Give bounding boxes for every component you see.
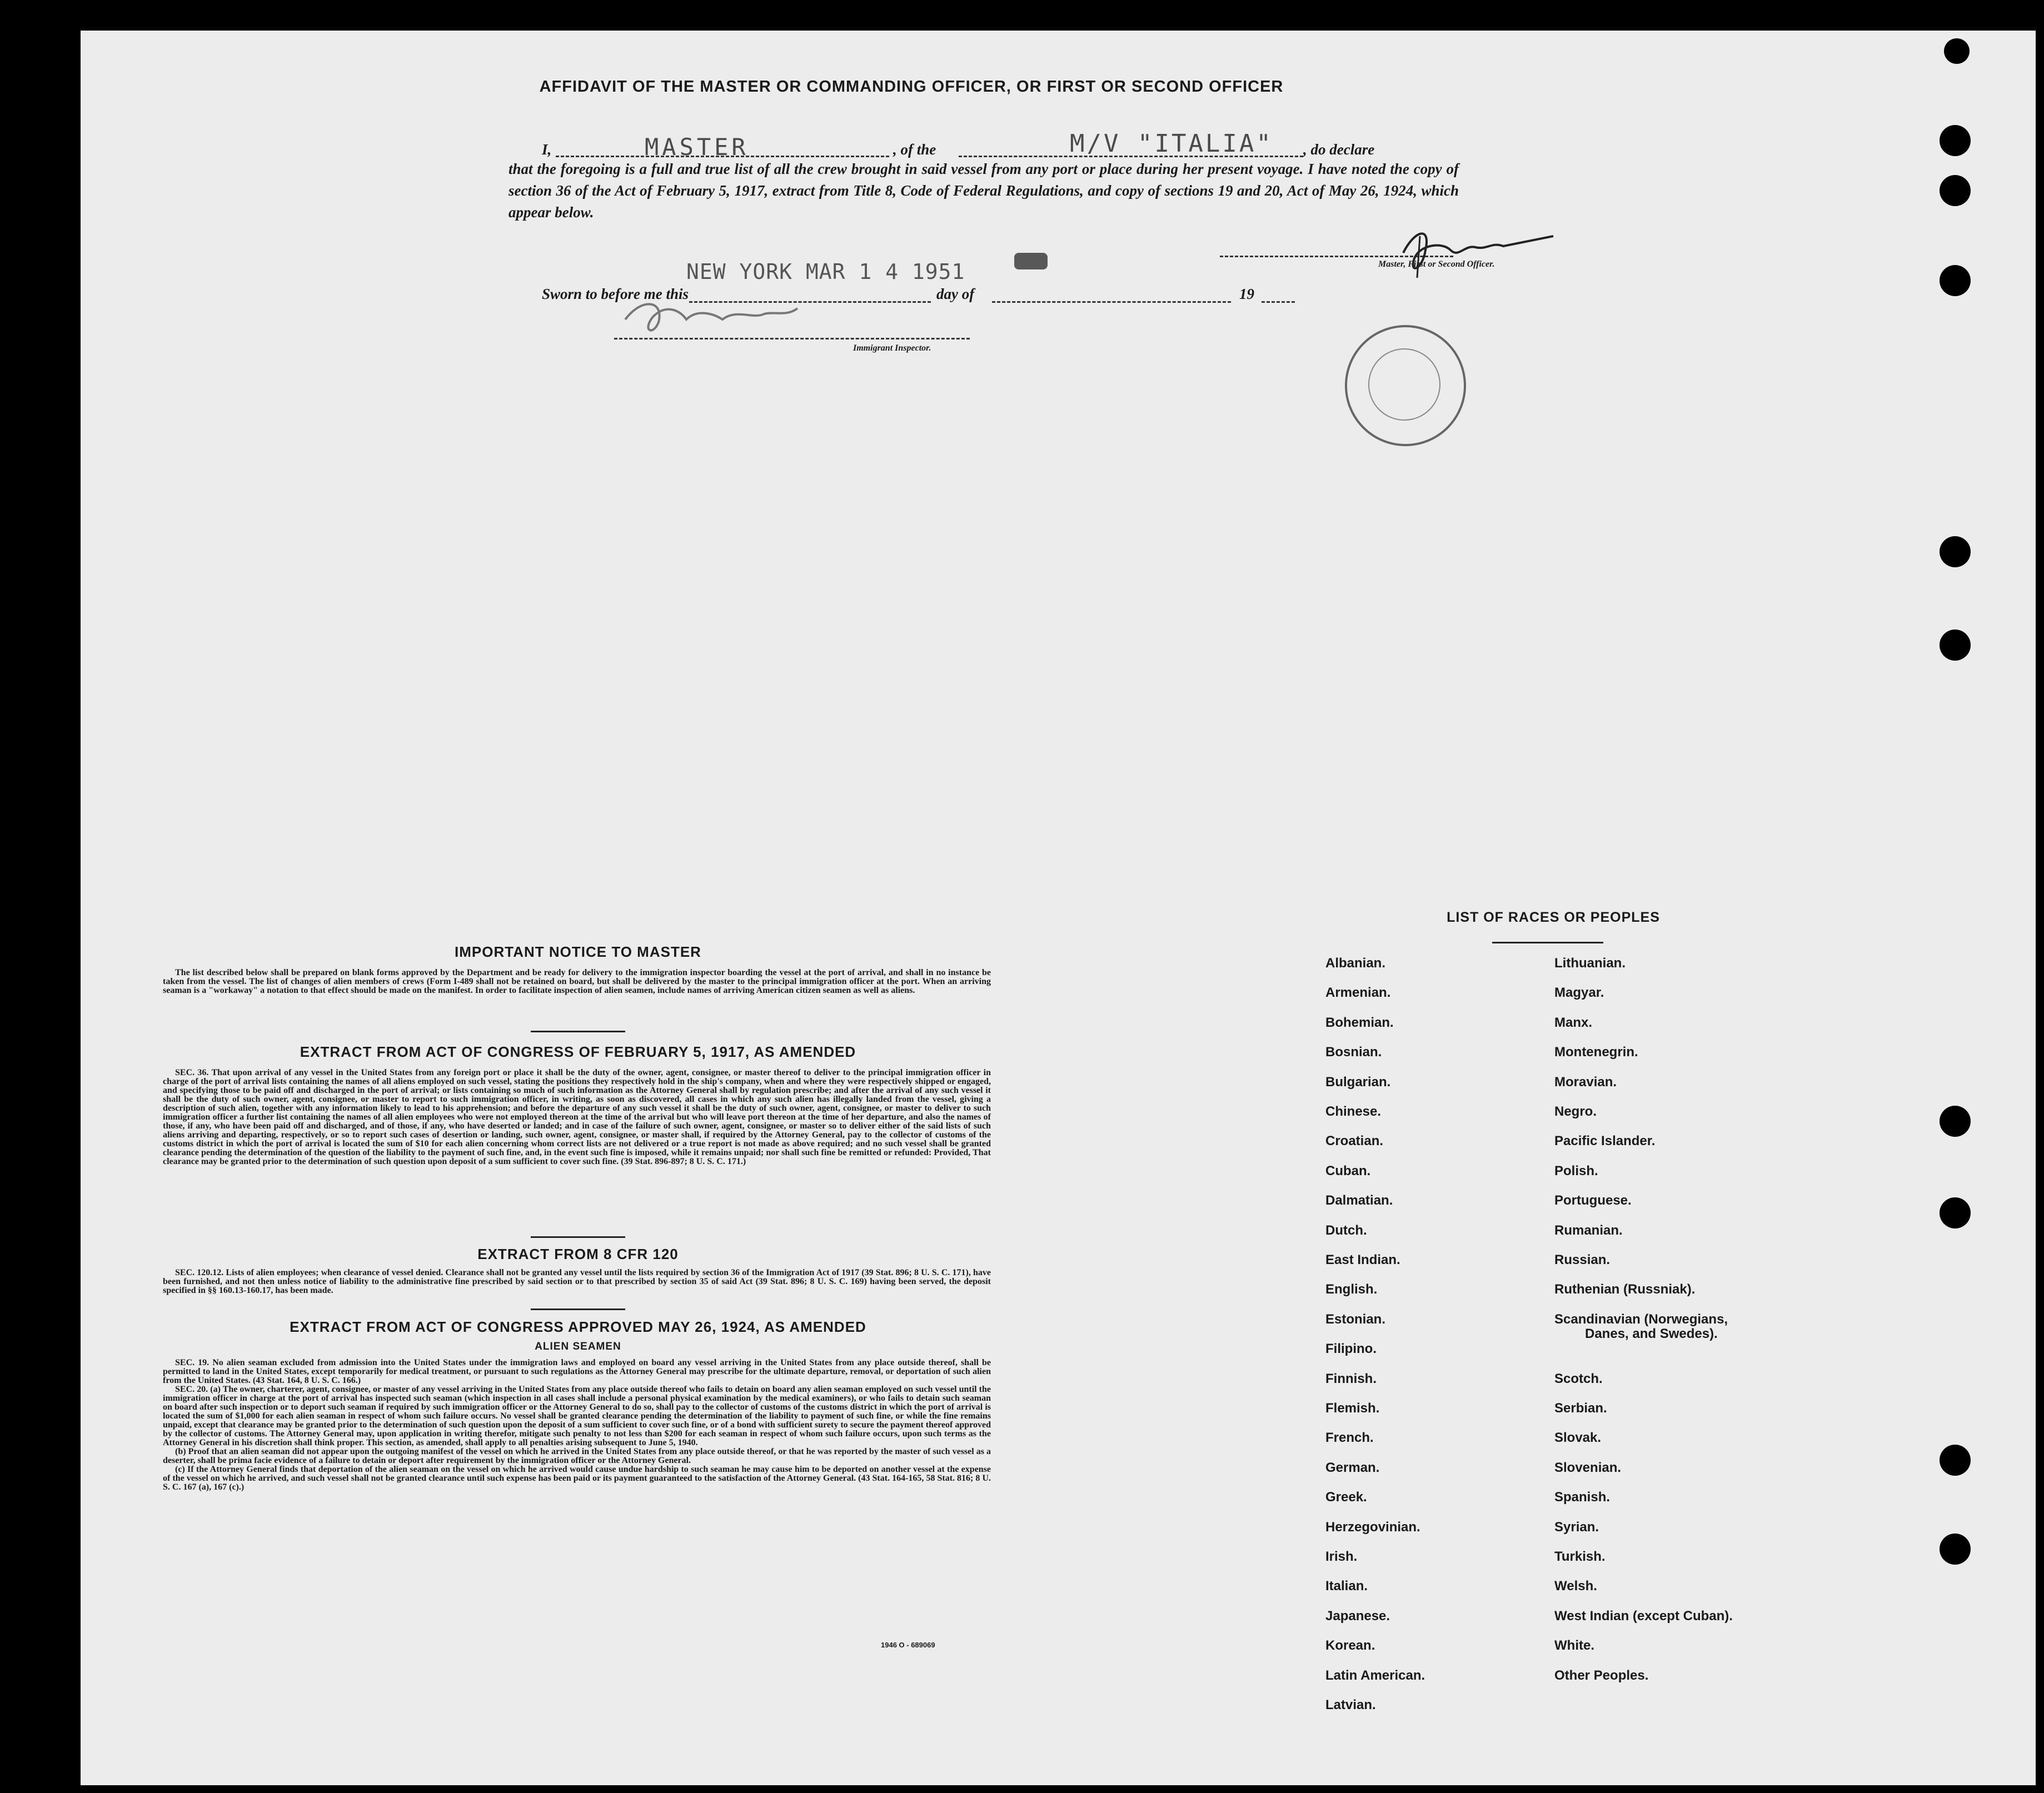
race-item: Korean. [1325,1638,1375,1653]
year-label: 19 [1239,286,1254,302]
race-item: Herzegovinian. [1325,1520,1420,1535]
race-item: Turkish. [1554,1549,1606,1564]
extract-1924-sec20a: SEC. 20. (a) The owner, charterer, agent, consignee, or master of any vessel arriving in the United States from any place outside thereof who fails to detain on board any alien seaman employed on such vessel until the immigration officer in charge at the port of arrival has inspected such seaman (which inspection in all cases shall include a personal physical examination by the medical examiners), or who fails to detain such seaman on board after such inspection or to deport such seaman if required by such immigration officer or the Attorney General to do so, shall pay to the collector of customs of the customs district in which the port of arrival is located the sum of $1,000 for each alien seaman in respect of whom such failure occurs. No vessel shall be granted clearance pending the determination of the liability to payment of such fine, or while the fine remains unpaid, except that clearance may be granted prior to the determination of such question upon the deposit of a sum sufficient to cover such fine, or of a bond with sufficient surety to secure the payment thereof approved by the collector of customs. The Attorney General may, upon application in writing therefor, mitigate such penalty to not less than $200 for each seaman in respect of whom such failure occurs, upon such terms as the Attorney General in his discretion shall think proper. This section, as amended, shall apply to all penalties arising subsequent to June 5, 1940. [163,1385,991,1447]
binder-hole [1940,265,1971,296]
binder-hole [1940,1534,1971,1565]
race-item: Serbian. [1554,1401,1607,1416]
date-stamp: NEW YORK MAR 1 4 1951 [686,259,965,284]
race-item: Syrian. [1554,1520,1599,1535]
race-item: Magyar. [1554,985,1604,1000]
race-item: Slovenian. [1554,1460,1622,1475]
extract-1924-title: EXTRACT FROM ACT OF CONGRESS APPROVED MAY 26, 1924, AS AMENDED [290,1318,866,1335]
day-of-label: day of [936,286,975,302]
notice-divider [531,1031,625,1032]
race-item: Scotch. [1554,1371,1603,1386]
race-item: Pacific Islander. [1554,1133,1656,1148]
race-item: Italian. [1325,1579,1368,1594]
stamp-smudge [1014,253,1048,269]
extract-cfr-body [163,1268,991,1295]
do-declare-label: , do declare [1303,141,1375,158]
race-item: Armenian. [1325,985,1391,1000]
race-item: Spanish. [1554,1490,1611,1505]
extract-cfr-title: EXTRACT FROM 8 CFR 120 [477,1246,679,1262]
declaration-body: that the foregoing is a full and true list of all the crew brought in said vessel from any port or place during her present voyage. I have noted the copy of section 36 of the Act of February 5, 1917, extract from Title 8, Code of Federal Regulations, and copy of sections 19 and 20, Act of May 26, 1924, which appear below. [508,161,1459,221]
race-item: Croatian. [1325,1133,1384,1148]
race-item: German. [1325,1460,1380,1475]
printer-code: 1946 O - 689069 [881,1641,935,1649]
form-page [81,31,2036,1785]
race-item: West Indian (except Cuban). [1554,1609,1733,1624]
signer-label: Master, First or Second Officer. [1378,259,1495,269]
race-item: Cuban. [1325,1163,1371,1178]
name-handwritten: MASTER [645,133,749,161]
race-item: Albanian. [1325,956,1386,971]
extract-1924-subtitle: ALIEN SEAMEN [535,1341,621,1352]
race-item: Polish. [1554,1163,1598,1178]
inspector-signature [620,292,803,342]
race-item: Negro. [1554,1104,1597,1119]
race-item: Other Peoples. [1554,1668,1649,1683]
race-item: Lithuanian. [1554,956,1626,971]
race-item: French. [1325,1430,1374,1445]
race-item: Chinese. [1325,1104,1382,1119]
race-item: Latin American. [1325,1668,1425,1683]
binder-hole [1940,1445,1971,1476]
race-item: Japanese. [1325,1609,1390,1624]
race-item: Greek. [1325,1490,1367,1505]
race-item: Dutch. [1325,1223,1367,1238]
inspector-line [614,338,970,339]
race-item: Dalmatian. [1325,1193,1393,1208]
year-line [1262,301,1295,303]
race-item: White. [1554,1638,1594,1653]
race-item: Manx. [1554,1015,1593,1030]
declare-i-label: I, [542,141,552,158]
inspector-label: Immigrant Inspector. [853,343,931,353]
race-item: Finnish. [1325,1371,1377,1386]
race-item: Latvian. [1325,1697,1376,1712]
race-item: Montenegrin. [1554,1045,1638,1060]
extract-1917-body [163,1068,991,1166]
vessel-handwritten: M/V "ITALIA" [1070,129,1273,158]
race-item: Bohemian. [1325,1015,1394,1030]
binder-hole [1940,175,1971,206]
race-item: Moravian. [1554,1075,1617,1090]
binder-hole [1940,630,1971,661]
race-item: English. [1325,1282,1378,1297]
of-the-label: , of the [893,141,936,158]
race-item: East Indian. [1325,1252,1400,1267]
race-item: Rumanian. [1554,1223,1623,1238]
race-item: Flemish. [1325,1401,1380,1416]
notice-body [163,968,991,995]
binder-hole [1944,38,1970,64]
race-item: Danes, and Swedes). [1585,1326,1718,1341]
race-item: Ruthenian (Russniak). [1554,1282,1696,1297]
binder-hole [1940,1197,1971,1228]
notice-text: The list described below shall be prepared on blank forms approved by the Department and be ready for delivery to the immigration inspector boarding the vessel at the port of arrival, and shall in no instance be taken from the vessel. The list of changes of alien members of crews (Form I-489 shall not be retained on board, but shall be delivered by the master to the principal immigration officer at the port. When an arriving seaman is a "workaway" a notation to that effect should be made on the manifest. In order to facilitate inspection of alien seamen, include names of arriving American citizen seamen as well as aliens. [163,968,991,995]
races-title: LIST OF RACES OR PEOPLES [1447,910,1660,925]
race-item: Bosnian. [1325,1045,1382,1060]
extract-cfr-divider [531,1308,625,1310]
race-item: Portuguese. [1554,1193,1632,1208]
extract-1917-text: SEC. 36. That upon arrival of any vessel in the United States from any foreign port or place it shall be the duty of the owner, agent, consignee, or master thereof to deliver to the principal immigration officer in charge of the port of arrival lists containing the names of all aliens employed on such vessel, stating the positions they respectively hold in the ship's company, when and where they were respectively shipped or engaged, and specifying those to be paid off and discharged in the port of arrival; or lists containing so much of such information as the Attorney General shall by regulation prescribe; and after the arrival of any such vessel it shall be the duty of such owner, agent, consignee, or master to report to such immigration officer, in writing, as soon as discovered, all cases in which any such alien has illegally landed from the vessel, giving a description of such alien, together with any information likely to lead to his apprehension; and before the departure of any such vessel it shall be the duty of such owner, agent, consignee, or master to deliver to such immigration officer a further list containing the names of all alien employees who were not employed thereon at the time of the arrival but who will leave port thereon at the time of her departure, and also the names of those, if any, who have been paid off and discharged, and of those, if any, who have deserted or landed; and in case of the failure of such owner, agent, consignee, or master so to deliver either of the said lists of such aliens arriving and departing, respectively, or so to report such cases of desertion or landing, such owner, agent, consignee, or master shall, if required by the Attorney General, pay to the collector of customs of the customs district in which the port of arrival is located the sum of $10 for each alien concerning whom correct lists are not delivered or a true report is not made as above required; and no such vessel shall be granted clearance pending the determination of the question of the liability to the payment of such fine, and, in the event such fine is imposed, while it remains unpaid; nor shall such fine be remitted or refunded: Provided, That clearance may be granted prior to the determination of such question upon deposit of a sum sufficient to cover such fine. (39 Stat. 896-897; 8 U. S. C. 171.) [163,1068,991,1166]
race-item: Russian. [1554,1252,1611,1267]
race-item: Filipino. [1325,1341,1377,1356]
binder-hole [1940,536,1971,567]
races-divider [1492,942,1603,943]
extract-1924-sec20c: (c) If the Attorney General finds that deportation of the alien seaman on the vessel on which he arrived would cause undue hardship to such seaman he may cause him to be deported on another vessel at the expense of the vessel on which he arrived, and such vessel shall not be granted clearance until such expense has been paid or its payment guaranteed to the satisfaction of the Attorney General. (43 Stat. 164-165, 58 Stat. 816; 8 U. S. C. 167 (a), 167 (c).) [163,1465,991,1492]
extract-1924-body [163,1359,991,1492]
race-item: Estonian. [1325,1312,1386,1327]
shipping-line-stamp [1345,325,1466,446]
binder-hole [1940,1106,1971,1137]
race-item: Irish. [1325,1549,1358,1564]
extract-1924-sec19: SEC. 19. No alien seaman excluded from admission into the United States under the immigration laws and employed on board any vessel arriving in the United States from any place outside thereof, shall be permitted to land in the United States, except temporarily for medical treatment, or pursuant to such regulations as the Attorney General may prescribe for the ultimate departure, removal, or deportation of such alien from the United States. (43 Stat. 164, 8 U. S. C. 166.) [163,1358,991,1385]
form-title: AFFIDAVIT OF THE MASTER OR COMMANDING OFFICER, OR FIRST OR SECOND OFFICER [539,78,1284,96]
master-signature [1398,219,1559,281]
sworn-label: Sworn to before me this [542,286,689,302]
extract-1917-title: EXTRACT FROM ACT OF CONGRESS OF FEBRUARY 5, 1917, AS AMENDED [300,1043,856,1060]
notice-title: IMPORTANT NOTICE TO MASTER [455,943,701,960]
month-line [992,301,1231,303]
extract-1917-divider [531,1236,625,1238]
race-item: Slovak. [1554,1430,1602,1445]
binder-hole [1940,125,1971,156]
extract-1924-sec20b: (b) Proof that an alien seaman did not appear upon the outgoing manifest of the vessel on which he arrived in the United States from any place outside thereof, or that he was reported by the master of such vessel as a deserter, shall be prima facie evidence of a failure to detain or deport after requirement by the immigration officer or the Attorney General. [163,1447,991,1465]
race-item: Bulgarian. [1325,1075,1391,1090]
extract-cfr-text: SEC. 120.12. Lists of alien employees; when clearance of vessel denied. Clearance shall not be granted any vessel until the lists required by section 36 of the Immigration Act of 1917 (39 Stat. 896; 8 U. S. C. 171), have been furnished, and not then unless notice of liability to the administrative fine prescribed by said section or to that prescribed by section 35 of said Act (39 Stat. 896; 8 U. S. C. 169) having been served, the deposit specified in §§ 160.13-160.17, has been made. [163,1268,991,1295]
race-item: Welsh. [1554,1579,1597,1594]
race-item: Scandinavian (Norwegians, [1554,1312,1728,1327]
